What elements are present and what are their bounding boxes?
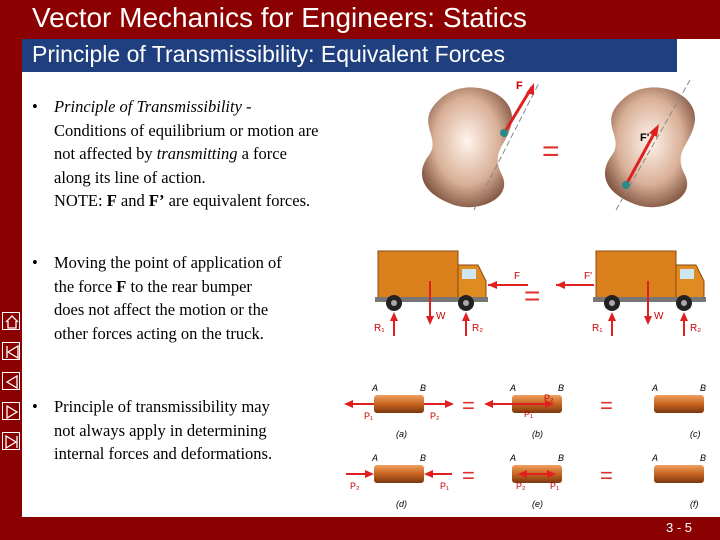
force-p2-label: P₂ <box>516 481 526 491</box>
bar-figure <box>340 381 720 513</box>
subheader-title: Principle of Transmissibility: Equivalent Forces <box>32 41 505 67</box>
first-slide-icon[interactable] <box>2 342 20 360</box>
footer-bar <box>22 517 720 540</box>
subheader-bar <box>22 39 720 73</box>
bullet-note: NOTE: F and F’ are equivalent forces. <box>54 191 311 210</box>
equals-sign: = <box>524 280 541 311</box>
truck-left <box>374 251 528 336</box>
bullet-line: Conditions of equilibrium or motion are <box>54 120 319 140</box>
force-prime-label: F' <box>584 271 593 282</box>
force-label: F <box>516 80 523 92</box>
bullet-line: not affected by transmitting a force <box>54 144 287 163</box>
equals-sign: = <box>600 393 613 418</box>
bullet-dot: • <box>32 97 38 116</box>
point-b-label: B <box>558 383 565 393</box>
bullet-line: not always apply in determining <box>54 420 267 440</box>
equals-sign: = <box>542 135 560 168</box>
bar-d <box>346 453 452 509</box>
bullet-transmissibility <box>32 95 394 213</box>
bullet-line: does not affect the motion or the <box>54 300 269 319</box>
bar-b <box>484 383 564 439</box>
point-a-label: A <box>372 383 379 393</box>
bar-c <box>651 383 706 439</box>
force-p2-label: P₂ <box>430 411 440 421</box>
force-p1-label: P₁ <box>440 481 450 491</box>
equals-sign: = <box>462 463 475 488</box>
point-b-label: B <box>700 383 707 393</box>
rigid-body-figure <box>394 75 720 217</box>
point-a-label: A <box>510 453 517 463</box>
weight-label: W <box>654 311 664 322</box>
bullet-internal-forces <box>32 395 344 466</box>
equals-sign: = <box>462 393 475 418</box>
force-label: F <box>514 271 521 282</box>
point-a-label: A <box>652 383 659 393</box>
caption-c: (c) <box>690 429 701 439</box>
bar-f <box>651 453 706 509</box>
force-p2-label: P₂ <box>544 393 554 403</box>
bullet-line: along its line of action. <box>54 167 206 187</box>
truck-right <box>556 251 706 336</box>
force-p1-label: P₁ <box>524 409 534 419</box>
bullet-line: the force F to the rear bumper <box>54 276 252 296</box>
caption-a: (a) <box>396 429 407 439</box>
bar-e <box>509 453 564 509</box>
point-a-label: A <box>510 383 517 393</box>
force-p1-label: P₁ <box>364 411 374 421</box>
bullet-moving-point <box>32 251 354 345</box>
reaction-1-label: R₁ <box>592 323 603 334</box>
subheader-band <box>22 39 677 72</box>
equals-sign: = <box>600 463 613 488</box>
bullet-line: other forces acting on the truck. <box>54 323 264 343</box>
bullet-line: Moving the point of application of <box>54 253 282 272</box>
previous-slide-icon[interactable] <box>2 372 20 390</box>
force-prime-label: F' <box>640 132 650 144</box>
bullet-dot: • <box>32 397 38 416</box>
point-b-label: B <box>420 383 427 393</box>
point-a-label: A <box>372 453 379 463</box>
caption-d: (d) <box>396 499 407 509</box>
force-p2-label: P₂ <box>350 481 360 491</box>
reaction-2-label: R₂ <box>472 323 484 334</box>
bar-a <box>344 383 454 439</box>
reaction-1-label: R₁ <box>374 323 385 334</box>
truck-figure <box>360 241 720 341</box>
rigid-body-left <box>422 80 539 210</box>
bullet-line: internal forces and deformations. <box>54 444 273 463</box>
point-b-label: B <box>558 453 565 463</box>
caption-e: (e) <box>532 499 543 509</box>
caption-f: (f) <box>690 499 699 509</box>
bullet-dot: • <box>32 253 38 272</box>
point-b-label: B <box>420 453 427 463</box>
last-slide-icon[interactable] <box>2 432 20 450</box>
weight-label: W <box>436 311 446 322</box>
rigid-body-right <box>605 80 695 210</box>
home-icon[interactable] <box>2 312 20 330</box>
slide-title: Vector Mechanics for Engineers: Statics <box>32 2 527 33</box>
force-p1-label: P₁ <box>550 481 560 491</box>
next-slide-icon[interactable] <box>2 402 20 420</box>
bullet-line: Principle of transmissibility may <box>54 397 270 416</box>
header-bar <box>0 0 720 38</box>
reaction-2-label: R₂ <box>690 323 702 334</box>
caption-b: (b) <box>532 429 543 439</box>
page-number: 3 - 5 <box>665 520 692 535</box>
slide-body <box>22 73 720 517</box>
point-a-label: A <box>652 453 659 463</box>
point-b-label: B <box>700 453 707 463</box>
bullet-lead: Principle of Transmissibility - <box>54 97 252 116</box>
